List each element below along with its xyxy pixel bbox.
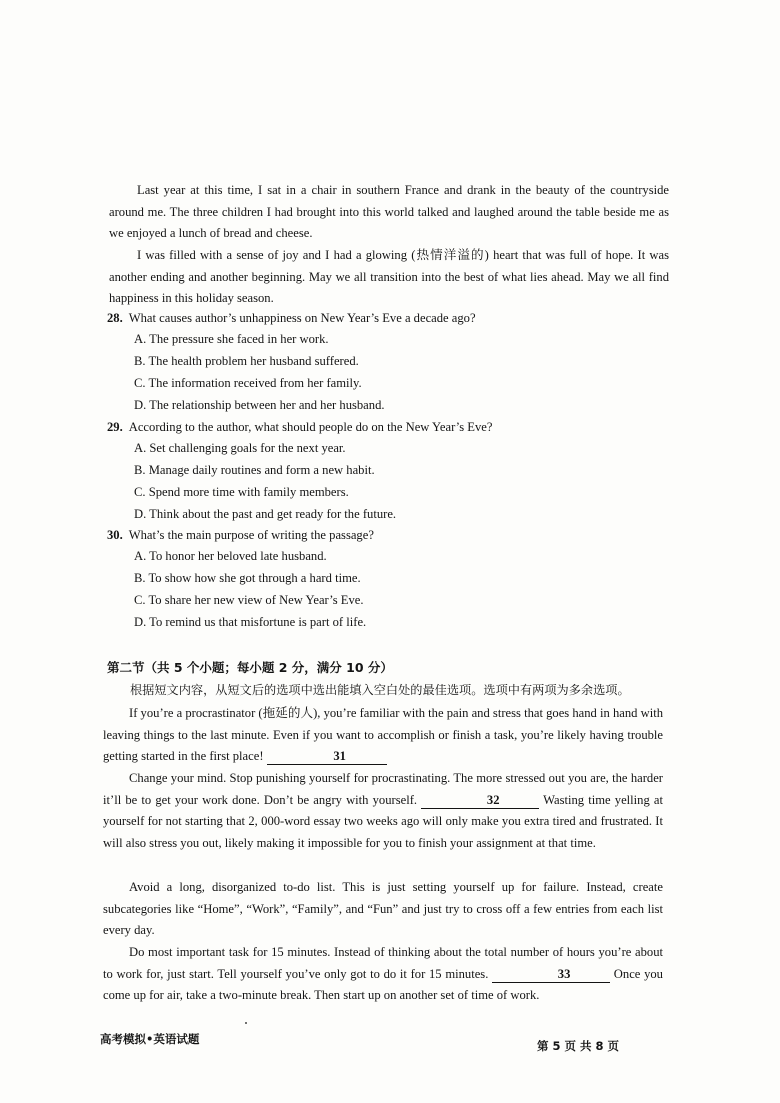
section2-paragraph-2: Change your mind. Stop punishing yourself for procrastinating. The more stressed out you are, the harder it’ll be to get your work done. Don’t be angry with yourself. 32 Wasting time yelling at yourself for not starting that 2, 000-word essay two weeks ago will only make you extra tired and frustrated. It will also stress you out, likely making it impossible for you to finish your assignment at that time.	[103, 771, 664, 850]
question-29-option-d[interactable]: D. Think about the past and get ready for the future.	[134, 507, 397, 521]
question-30-option-d[interactable]: D. To remind us that misfortune is part of life.	[134, 615, 367, 629]
question-28-option-b[interactable]: B. The health problem her husband suffered.	[134, 354, 359, 368]
question-text: What’s the main purpose of writing the passage?	[128, 528, 374, 542]
question-text: According to the author, what should people do on the New Year’s Eve?	[128, 420, 493, 434]
passage-paragraph-2: I was filled with a sense of joy and I had a glowing (热情洋溢的) heart that was full of hope. It was another ending and another beginning. May we all transition into the best of what lies ahead. May we all find happiness in this holiday season.	[109, 248, 669, 305]
question-28	[107, 308, 476, 330]
blank-33[interactable]: 33	[492, 967, 610, 983]
question-28-option-d[interactable]: D. The relationship between her and her husband.	[134, 398, 385, 412]
question-29-option-c[interactable]: C. Spend more time with family members.	[134, 485, 349, 499]
stray-mark	[245, 1022, 247, 1024]
question-28-option-c[interactable]: C. The information received from her family.	[134, 376, 362, 390]
footer-page-number: 第 5 页 共 8 页	[537, 1039, 620, 1053]
passage-paragraph-1: Last year at this time, I sat in a chair in southern France and drank in the beauty of the countryside around me. The three children I had brought into this world talked and laughed around the table beside me as we enjoyed a lunch of bread and cheese.	[109, 183, 669, 240]
section2-paragraph-4: Do most important task for 15 minutes. Instead of thinking about the total number of hours you’re about to work for, just start. Tell yourself you’ve only got to do it for 15 minutes. 33 Once you come up for air, take a two-minute break. Then start up on another set of time of work.	[103, 945, 663, 1002]
section2-paragraph-1: If you’re a procrastinator (拖延的人), you’re familiar with the pain and stress that goes hand in hand with leaving things to the last minute. Even if you want to accomplish or finish a task, you’re likely having trouble getting started in the first place! 31	[103, 706, 663, 763]
question-28-option-a[interactable]: A. The pressure she faced in her work.	[134, 332, 329, 346]
question-number: 28.	[107, 311, 123, 325]
question-29	[107, 417, 492, 439]
question-29-option-b[interactable]: B. Manage daily routines and form a new habit.	[134, 463, 375, 477]
section2-paragraph-3: Avoid a long, disorganized to-do list. This is just setting yourself up for failure. Instead, create subcategories like “Home”, “Work”, “Family”, and “Fun” and just try to cross off a few entries from each list every day.	[103, 880, 663, 937]
question-number: 30.	[107, 528, 123, 542]
question-30-option-a[interactable]: A. To honor her beloved late husband.	[134, 549, 327, 563]
question-29-option-a[interactable]: A. Set challenging goals for the next year.	[134, 441, 346, 455]
question-30	[107, 525, 374, 547]
question-text: What causes author’s unhappiness on New Year’s Eve a decade ago?	[128, 311, 476, 325]
blank-31[interactable]: 31	[267, 749, 387, 765]
section-heading: 第二节（共 5 个小题；每小题 2 分，满分 10 分）	[107, 660, 393, 675]
section-instruction: 根据短文内容，从短文后的选项中选出能填入空白处的最佳选项。选项中有两项为多余选项。	[130, 683, 630, 697]
question-30-option-b[interactable]: B. To show how she got through a hard time.	[134, 571, 361, 585]
footer-exam-title: 高考模拟•英语试题	[100, 1032, 200, 1046]
question-number: 29.	[107, 420, 123, 434]
question-30-option-c[interactable]: C. To share her new view of New Year’s Eve.	[134, 593, 364, 607]
blank-32[interactable]: 32	[421, 793, 539, 809]
